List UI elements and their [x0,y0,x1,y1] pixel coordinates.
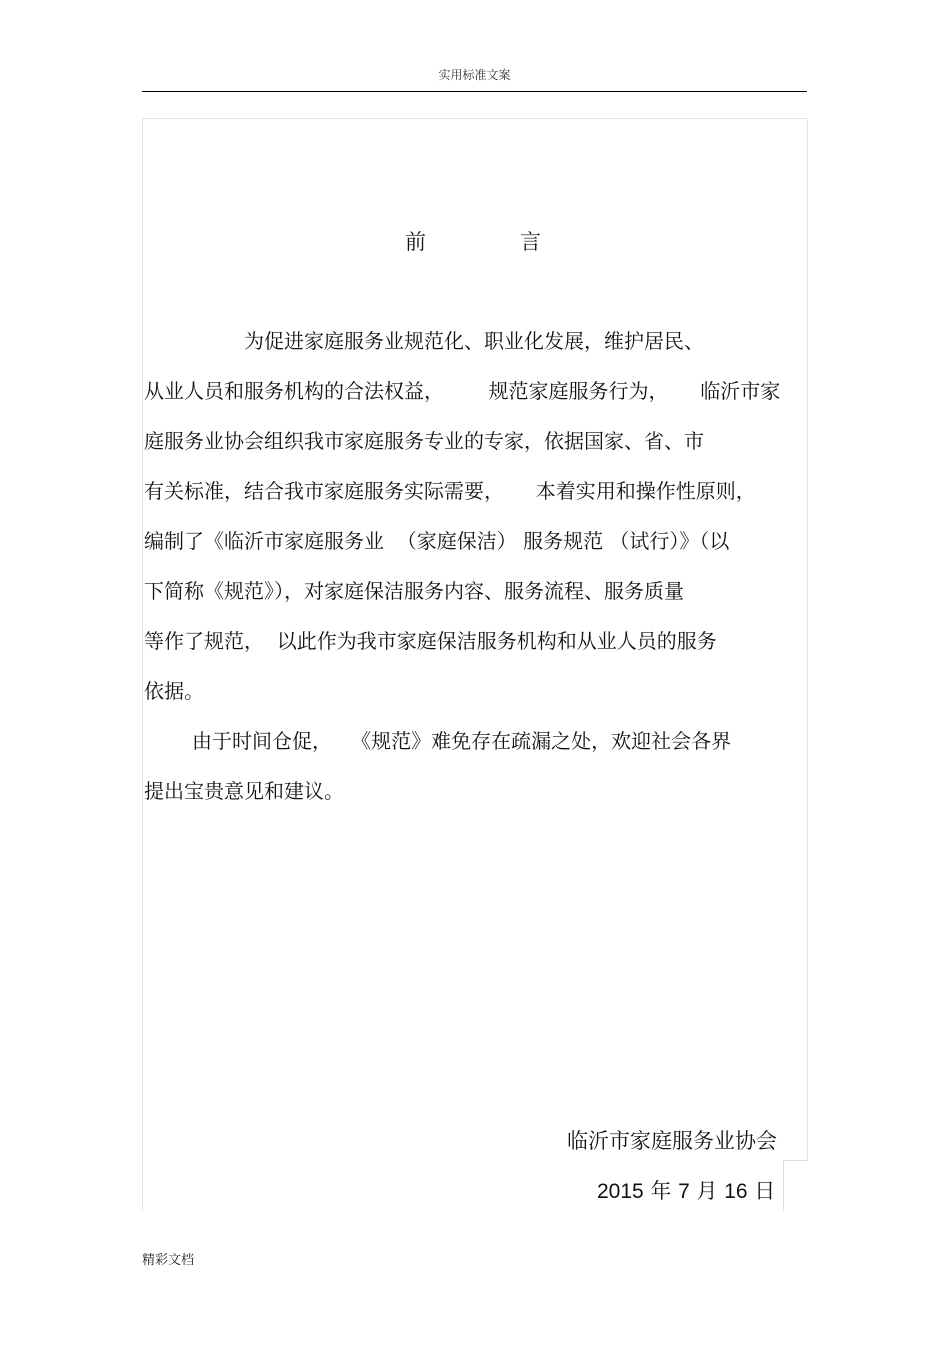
date-year: 2015 [597,1180,644,1203]
page-header-title: 实用标准文案 [438,68,511,82]
heading-char-2: 言 [520,230,541,254]
paragraph-1-line-3: 庭服务业协会组织我市家庭服务专业的专家，依据国家、省、市 [144,429,704,453]
paragraph-1-line-6: 下简称《规范》），对家庭保洁服务内容、服务流程、服务质量 [144,579,684,603]
page-footer-label: 精彩文档 [142,1253,195,1268]
content-frame [142,118,808,1211]
paragraph-1-line-4: 有关标准，结合我市家庭服务实际需要， 本着实用和操作性原则， [144,479,756,503]
date-day: 16 [724,1180,748,1203]
date-month: 7 [678,1180,690,1203]
date-month-unit: 月 [696,1179,718,1203]
heading-char-1: 前 [405,230,426,254]
date-day-unit: 日 [754,1179,776,1203]
paragraph-1-line-2: 从业人员和服务机构的合法权益， 规范家庭服务行为， 临沂市家 [144,379,781,403]
paragraph-1-line-8: 依据。 [144,679,204,703]
signature-organization: 临沂市家庭服务业协会 [567,1129,777,1153]
paragraph-1-line-1: 为促进家庭服务业规范化、职业化发展，维护居民、 [244,329,704,353]
header-rule [142,91,807,92]
paragraph-2-line-1: 由于时间仓促， 《规范》难免存在疏漏之处，欢迎社会各界 [192,729,732,753]
paragraph-1-line-5: 编制了《临沂市家庭服务业 （家庭保洁） 服务规范 （试行）》（以 [144,529,730,553]
signature-date [597,1175,775,1205]
paragraph-1-line-7: 等作了规范， 以此作为我市家庭保洁服务机构和从业人员的服务 [144,629,717,653]
date-year-unit: 年 [650,1179,672,1203]
frame-notch [783,1160,808,1211]
paragraph-2-line-2: 提出宝贵意见和建议。 [144,779,344,803]
